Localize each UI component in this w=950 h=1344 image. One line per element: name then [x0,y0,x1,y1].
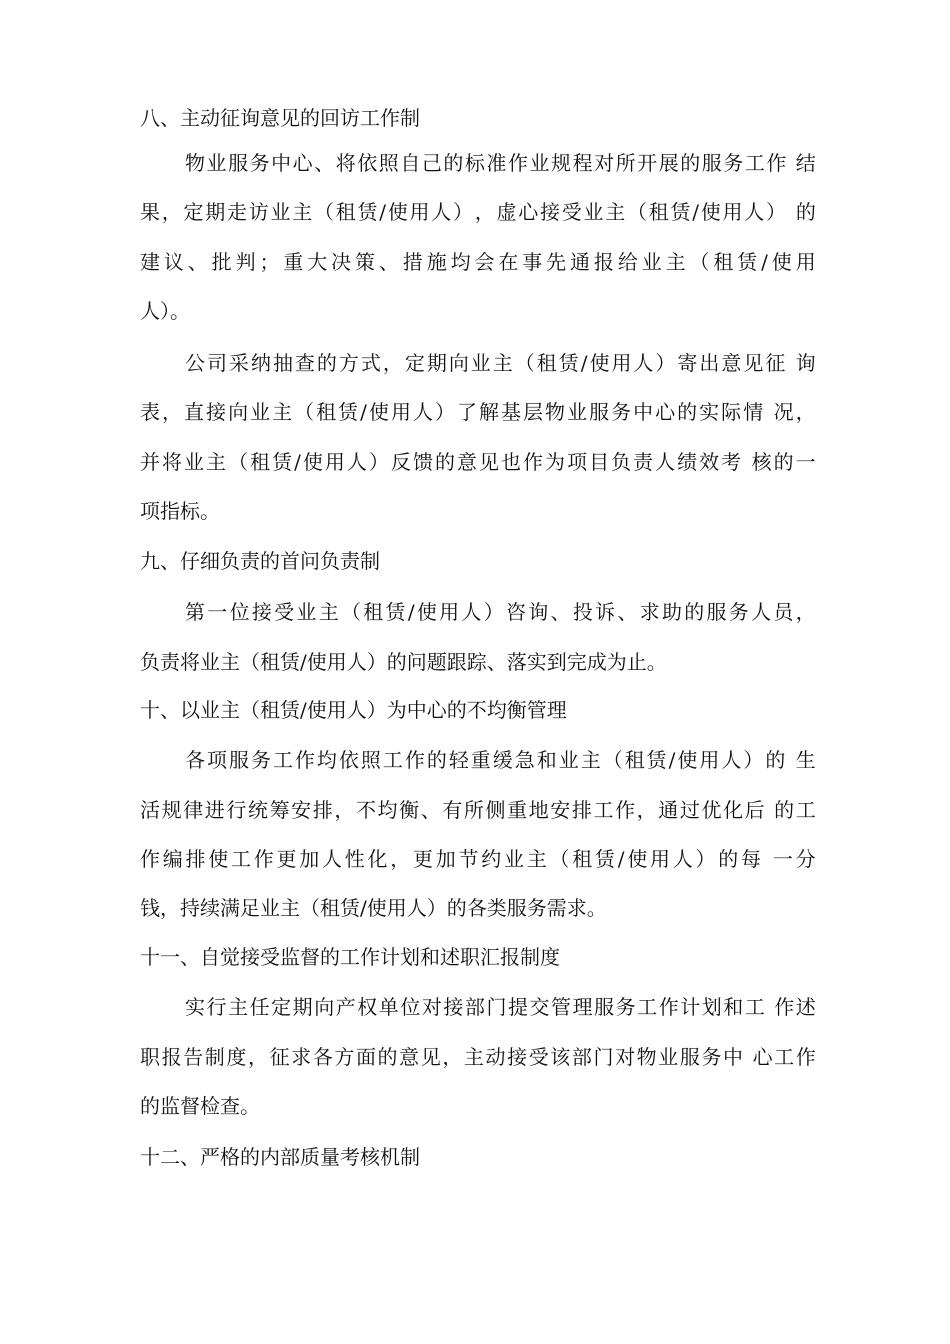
paragraph-line: 作 编 排 使 工 作 更 加 人 性 化 ， 更 加 节 约 业 主 （ 租 赁 / 使 用 人 ） 的 每 一 分 [140,847,816,871]
paragraph-line: 项指标。 [140,499,220,523]
paragraph-line: 钱，持续满足业主（租赁/使用人）的各类服务需求。 [140,896,607,920]
paragraph-line: 并 将 业 主 （ 租 赁 / 使 用 人 ） 反 馈 的 意 见 也 作 为 项 目 负 责 人 绩 效 考 核 的 一 [140,450,816,474]
paragraph-line: 建 议 、 批 判 ； 重 大 决 策 、 措 施 均 会 在 事 先 通 报 给 业 主 （ 租 赁 / 使 用 [140,250,816,274]
paragraph-line: 的监督检查。 [140,1094,260,1118]
paragraph-line: 负责将业主（租赁/使用人）的问题跟踪、落实到完成为止。 [140,650,667,674]
section-heading-11: 十一、自觉接受监督的工作计划和述职汇报制度 [140,945,560,969]
paragraph-line: 公 司 采 纳 抽 查 的 方 式 ， 定 期 向 业 主 （ 租 赁 / 使 用 人 ） 寄 出 意 见 征 询 [185,351,816,375]
paragraph-line: 物 业 服 务 中 心 、 将 依 照 自 己 的 标 准 作 业 规 程 对 所 开 展 的 服 务 工 作 结 [185,151,816,175]
paragraph-line: 人）。 [140,299,190,323]
section-heading-12: 十二、严格的内部质量考核机制 [140,1145,420,1169]
section-heading-10: 十、以业主（租赁/使用人）为中心的不均衡管理 [140,698,567,722]
section-heading-8: 八、主动征询意见的回访工作制 [140,106,420,130]
paragraph-line: 职 报 告 制 度 ， 征 求 各 方 面 的 意 见 ， 主 动 接 受 该 部 门 对 物 业 服 务 中 心 工 作 [140,1045,816,1069]
paragraph-line: 实 行 主 任 定 期 向 产 权 单 位 对 接 部 门 提 交 管 理 服 务 工 作 计 划 和 工 作 述 [185,995,816,1019]
paragraph-line: 第 一 位 接 受 业 主 （ 租 赁 / 使 用 人 ） 咨 询 、 投 诉 、 求 助 的 服 务 人 员 ， [185,600,816,624]
section-heading-9: 九、仔细负责的首问负责制 [140,549,380,573]
paragraph-line: 各 项 服 务 工 作 均 依 照 工 作 的 轻 重 缓 急 和 业 主 （ 租 赁 / 使 用 人 ） 的 生 [185,748,816,772]
paragraph-line: 果 ， 定 期 走 访 业 主 （ 租 赁 / 使 用 人 ） ， 虚 心 接 受 业 主 （ 租 赁 / 使 用 人 ） 的 [140,200,816,224]
paragraph-line: 活 规 律 进 行 统 筹 安 排 ， 不 均 衡 、 有 所 侧 重 地 安 排 工 作 ， 通 过 优 化 后 的 工 [140,798,816,822]
paragraph-line: 表 ， 直 接 向 业 主 （ 租 赁 / 使 用 人 ） 了 解 基 层 物 业 服 务 中 心 的 实 际 情 况 ， [140,400,816,424]
